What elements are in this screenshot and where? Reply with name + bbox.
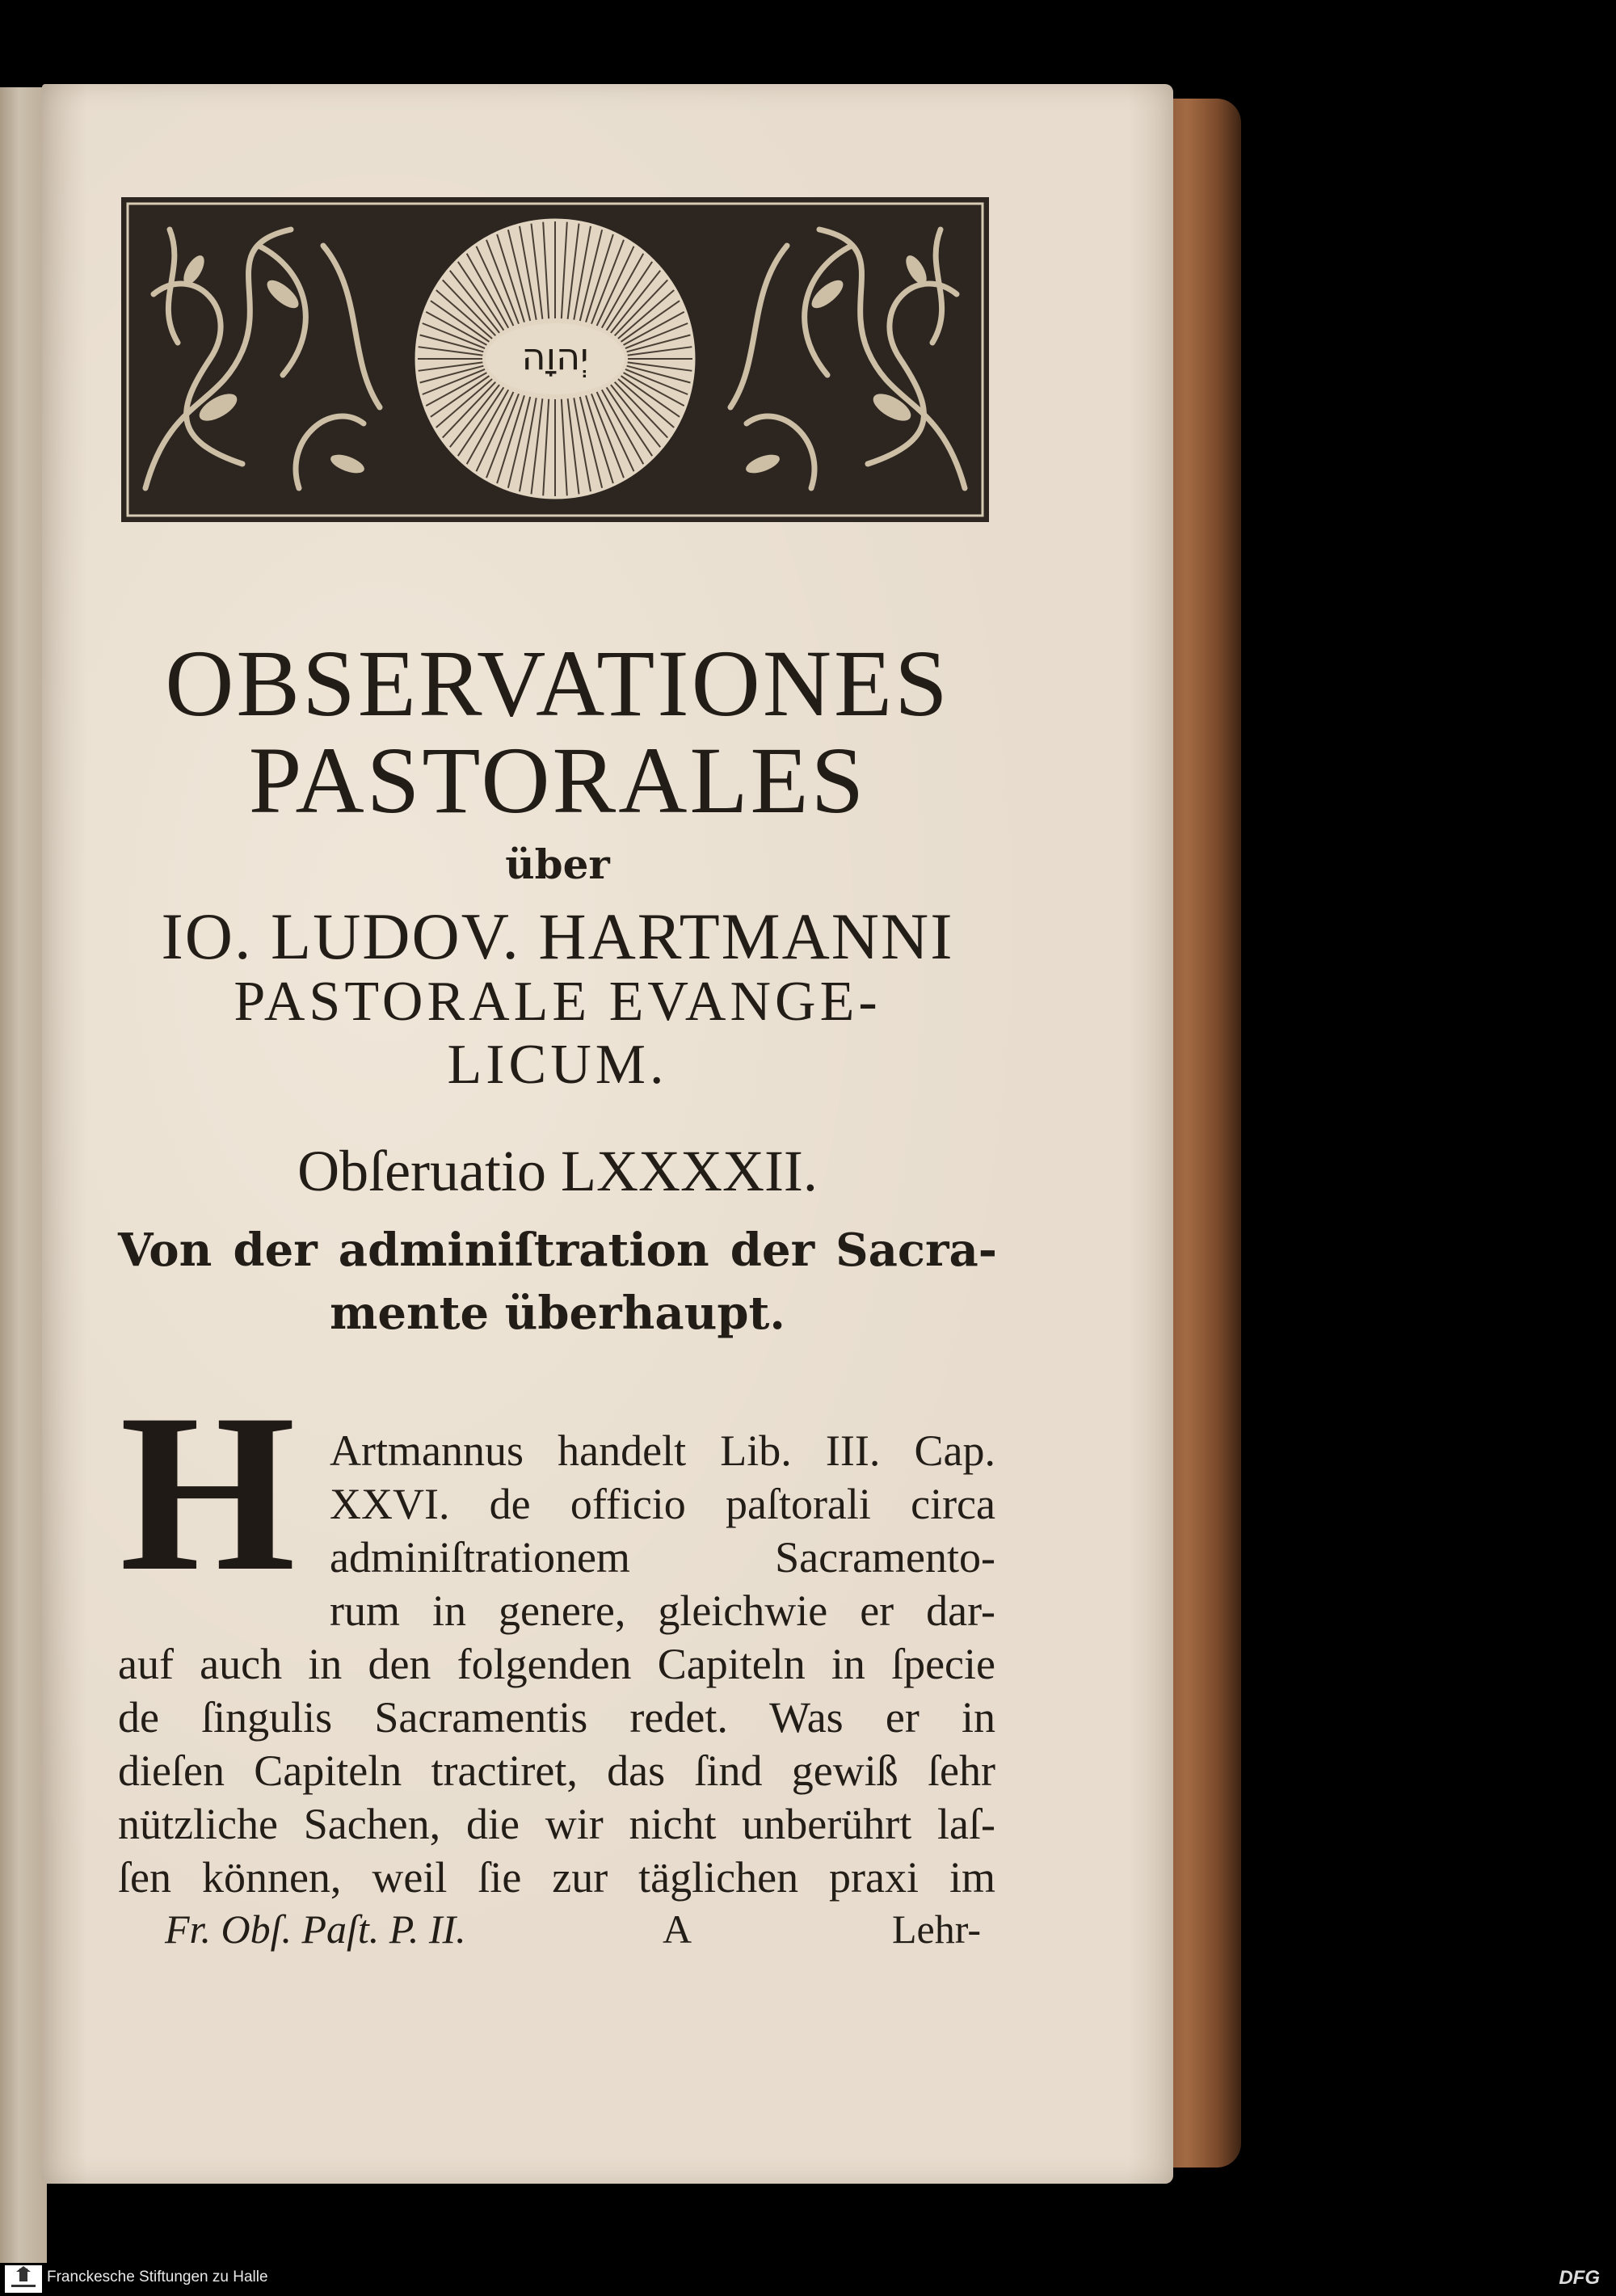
- title-line-2: PASTORALES: [248, 727, 867, 833]
- institution-logo-icon: [5, 2265, 42, 2293]
- woodcut-ornament: [121, 197, 989, 522]
- institution-label: Franckesche Stiftungen zu Halle: [47, 2269, 268, 2285]
- body-line: XXVI. de officio paſtorali circa: [330, 1480, 995, 1528]
- author-line: IO. LUDOV. HARTMANNI: [161, 899, 954, 973]
- signature-mark: A: [663, 1906, 692, 1952]
- body-line: nützliche Sachen, die wir nicht unberührt laſ-: [118, 1800, 995, 1848]
- body-line: de ſingulis Sacramentis redet. Was er in: [118, 1693, 995, 1742]
- observation-heading: Obſeruatio LXXXXII.: [297, 1139, 818, 1203]
- subtitle-line-2: mente überhaupt.: [330, 1287, 785, 1340]
- previous-page-edge: [0, 87, 47, 2263]
- body-line: ſen können, weil ſie zur täglichen praxi im: [118, 1853, 995, 1902]
- body-line: dieſen Capiteln tractiret, das ſind gewiß ſehr: [118, 1746, 995, 1795]
- title-line-1: OBSERVATIONES: [165, 630, 950, 736]
- connector-word: über: [505, 840, 610, 888]
- signature-note: Fr. Obſ. Paſt. P. II.: [165, 1906, 466, 1952]
- catchword: Lehr-: [892, 1906, 982, 1952]
- body-line: adminiſtrationem Sacramento-: [330, 1533, 995, 1582]
- body-line: auf auch in den folgenden Capiteln in ſpecie: [118, 1640, 995, 1688]
- work-title-line-1: PASTORALE EVANGE-: [234, 971, 882, 1033]
- drop-cap-initial: H: [120, 1367, 296, 1618]
- book-edge: [1164, 99, 1241, 2168]
- body-line: rum in genere, gleichwie er dar-: [330, 1586, 995, 1635]
- subtitle-line-1: Von der adminiſtration der Sacra-: [118, 1224, 997, 1277]
- body-line: Artmannus handelt Lib. III. Cap.: [330, 1426, 995, 1475]
- tetragrammaton-label: יְהוָה: [521, 335, 589, 378]
- funder-logo: DFG: [1559, 2267, 1600, 2289]
- work-title-line-2: LICUM.: [447, 1034, 668, 1096]
